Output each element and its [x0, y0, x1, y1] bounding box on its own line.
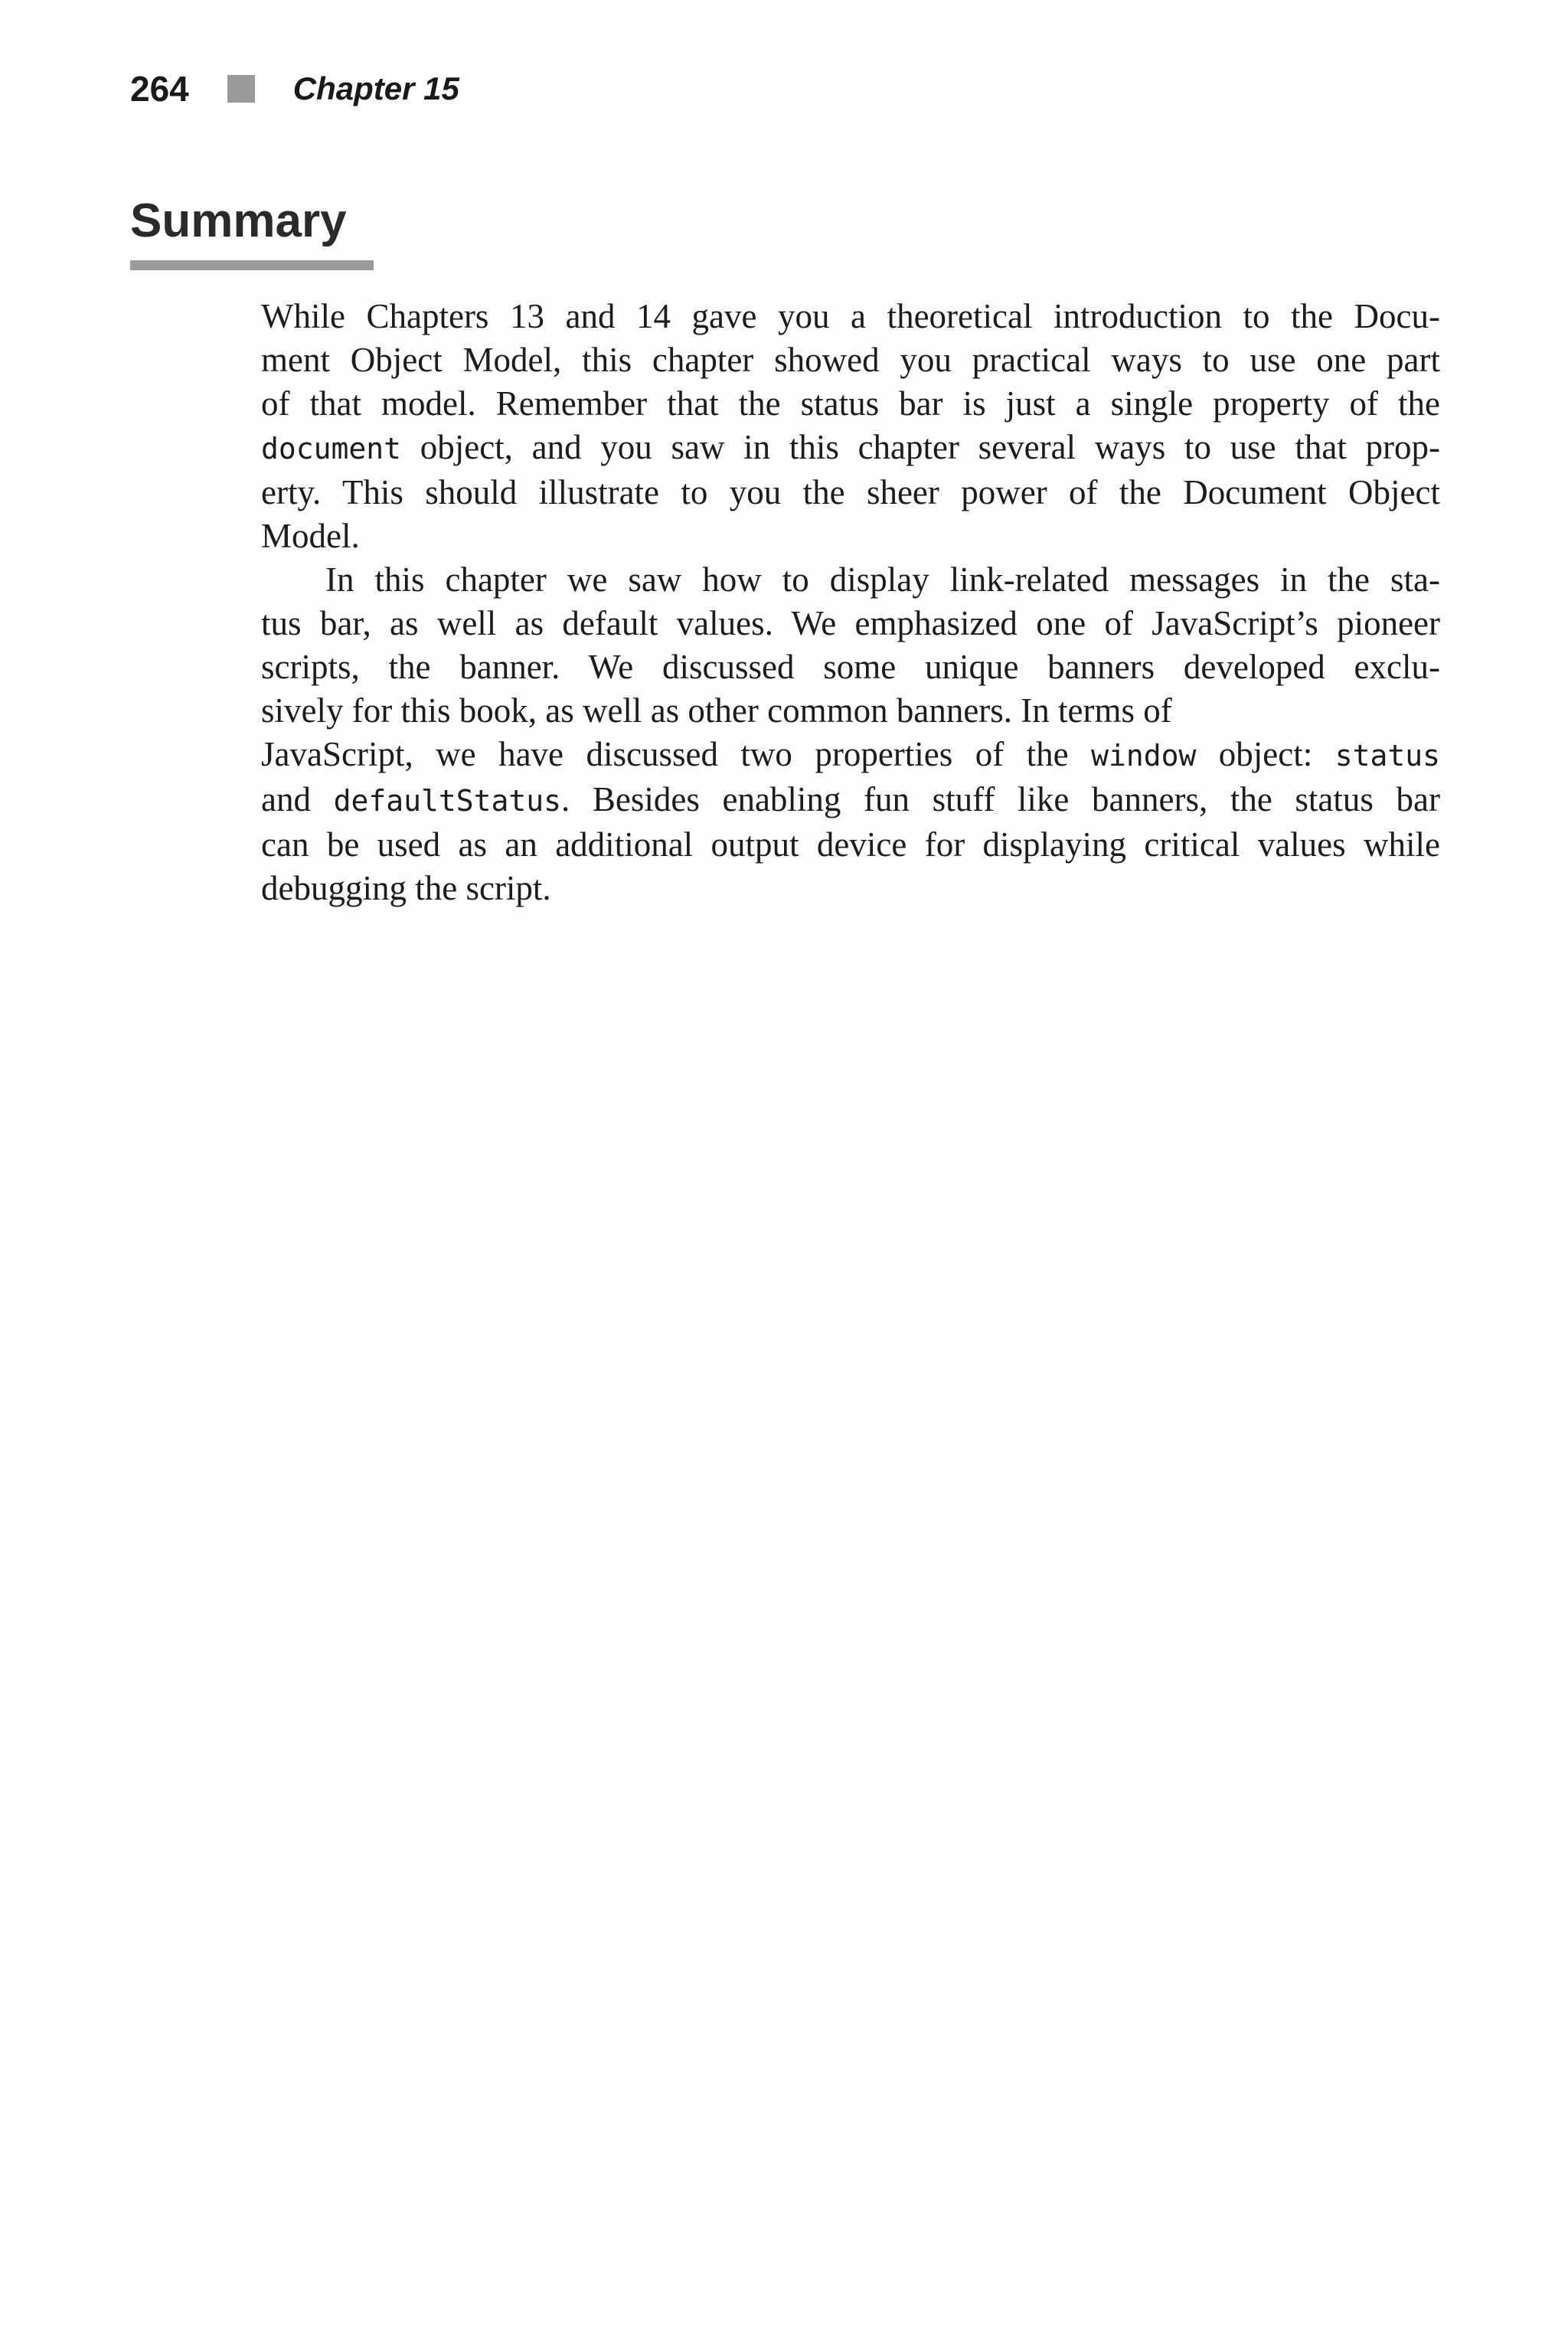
running-header — [130, 66, 459, 112]
text-line: of that model. Remember that the status bar is just a single property of the — [261, 384, 1440, 423]
text-line: In this chapter we saw how to display link-related messages in the sta- — [325, 560, 1440, 599]
body-text — [261, 295, 1440, 910]
text-line: document object, and you saw in this chapter several ways to use that prop- — [261, 428, 1440, 466]
text-line: erty. This should illustrate to you the sheer power of the Document Object — [261, 473, 1440, 511]
text-line: scripts, the banner. We discussed some unique banners developed exclu- — [261, 648, 1440, 686]
text-line: tus bar, as well as default values. We emphasized one of JavaScript’s pioneer — [261, 604, 1440, 642]
chapter-label: Chapter 15 — [292, 70, 459, 106]
code-document: document — [261, 432, 402, 466]
text-line: While Chapters 13 and 14 gave you a theoretical introduction to the Docu- — [261, 297, 1440, 335]
code-window: window — [1091, 739, 1197, 773]
text-line: debugging the script. — [261, 869, 551, 907]
code-status: status — [1334, 739, 1440, 773]
section-heading: Summary — [130, 194, 347, 247]
text-line: JavaScript, we have discussed two properties of the window object: status — [261, 735, 1440, 773]
heading-underline-rule — [130, 260, 374, 270]
paragraph-1 — [261, 295, 1440, 558]
text-line: sively for this book, as well as other common banners. In terms of — [261, 691, 1172, 730]
text-line: Model. — [261, 517, 360, 555]
text-line: and defaultStatus. Besides enabling fun stuff like banners, the status bar — [261, 780, 1440, 818]
code-defaultStatus: defaultStatus — [333, 784, 562, 818]
header-square-bullet — [227, 75, 255, 103]
page-number: 264 — [130, 69, 189, 109]
text-line: ment Object Model, this chapter showed you practical ways to use one part — [261, 341, 1440, 379]
text-line: can be used as an additional output device for displaying critical values while — [261, 825, 1440, 864]
paragraph-2 — [261, 558, 1440, 910]
